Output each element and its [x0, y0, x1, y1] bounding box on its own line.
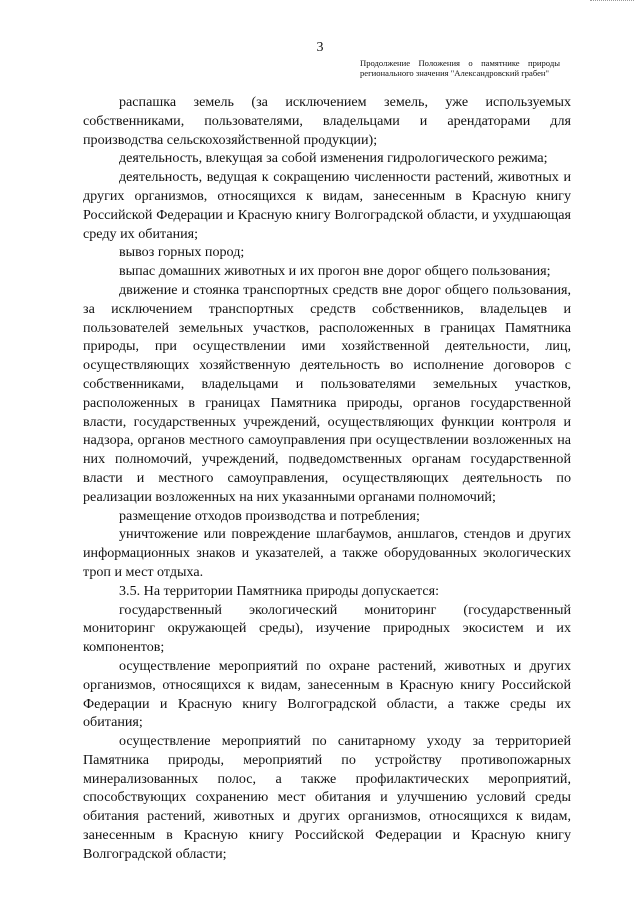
paragraph: осуществление мероприятий по санитарному уходу за территорией Памятника природы, мероприятий по устройству противопожарных минерализованных полос, а также профилактических мероприятий, способствующих сохранению мест обитания и улучшению условий среды обитания растений, животных и других организмов, относящихся к видам, занесенным в Красную книгу Российской Федерации и Красную книгу Волгоградской области;: [83, 733, 571, 862]
paragraph: осуществление мероприятий по охране растений, животных и других организмов, относящихся к видам, занесенным в Красную книгу Российской Федерации и Красную книгу Волгоградской области, а также среды их обитания;: [83, 657, 571, 731]
paragraph: вывоз горных пород;: [119, 244, 245, 261]
paragraph: уничтожение или повреждение шлагбаумов, аншлагов, стендов и других информационных знаков и указателей, а также оборудованных экологических троп и мест отдыха.: [83, 526, 571, 580]
paragraph: деятельность, ведущая к сокращению численности растений, животных и других организмов, относящихся к видам, занесенным в Красную книгу Российской Федерации и Красную книгу Волгоградской области, и ухудшающая среду их обитания;: [83, 169, 571, 242]
scan-corner-mark: [590, 0, 634, 4]
paragraph: движение и стоянка транспортных средств вне дорог общего пользования, за исключением транспортных средств собственников, владельцев и пользователей земельных участков, расположенных в границах Памятника природы, при осуществлении ими хозяйственной деятельности, лиц, осуществляющих хозяйственную деятельность во исполнение договоров с собственниками, владельцами и пользователями земельных участков, расположенных в границах Памятника природы, органов государственной власти, государственных учреждений, осуществляющих функции контроля и надзора, органов местного самоуправления при осуществлении возложенных на них полномочий, учреждений, подведомственных органам государственной власти и местного самоуправления, осуществляющих деятельность по реализации возложенных на них указанными органами полномочий;: [83, 281, 571, 505]
running-header: Продолжение Положения о памятнике природы регионального значения "Александровский грабен": [360, 58, 560, 78]
paragraph: распашка земель (за исключением земель, уже используемых собственниками, пользователями, владельцами и арендаторами для производства сельскохозяйственной продукции);: [83, 94, 571, 148]
document-body: [83, 93, 571, 864]
paragraph: выпас домашних животных и их прогон вне дорог общего пользования;: [119, 263, 551, 280]
paragraph: государственный экологический мониторинг (государственный мониторинг окружающей среды), изучение природных экосистем и их компонентов;: [83, 601, 571, 656]
page-number: 3: [316, 40, 324, 55]
section-heading: 3.5. На территории Памятника природы допускается:: [119, 582, 440, 599]
paragraph: деятельность, влекущая за собой изменения гидрологического режима;: [119, 150, 548, 167]
paragraph: размещение отходов производства и потребления;: [119, 507, 420, 524]
